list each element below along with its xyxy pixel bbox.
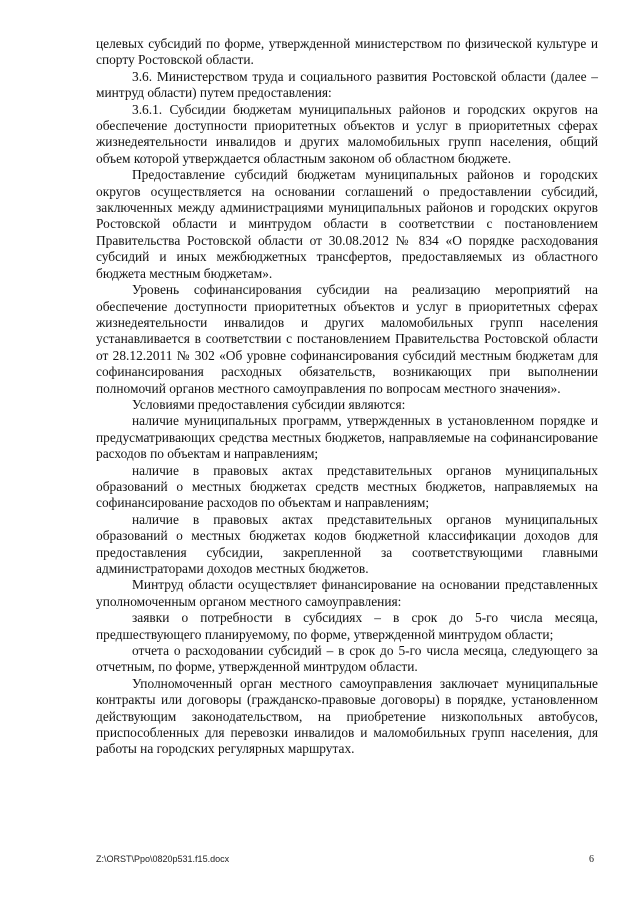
paragraph: отчета о расходовании субсидий – в срок до 5-го числа месяца, следующего за отчетным, по форме, утвержденной минтрудом области. [96,643,598,675]
paragraph: заявки о потребности в субсидиях – в срок до 5-го числа месяца, предшествующего планируемому, по форме, утвержденной минтрудом области; [96,610,598,642]
paragraph: наличие в правовых актах представительных органов муниципальных образований о местных бюджетах средств местных бюджетов, направляемых на софинансирование расходов по объектам и направлениям; [96,462,598,511]
paragraph: Уполномоченный орган местного самоуправления заключает муниципальные контракты или договоры (гражданско-правовые договоры) в порядке, установленном действующим законодательством, на приобретение низкопольных автобусов, приспособленных для перевозки инвалидов и маломобильных групп населения, для работы на городских регулярных маршрутах. [96,675,598,757]
paragraph: 3.6. Министерством труда и социального развития Ростовской области (далее – минтруд области) путем предоставления: [96,68,598,101]
paragraph: наличие муниципальных программ, утвержденных в установленном порядке и предусматривающих средства местных бюджетов, направляемые на софинансирование расходов по объектам и направлениям; [96,413,598,462]
paragraph: Предоставление субсидий бюджетам муниципальных районов и городских округов осуществляется на основании соглашений о предоставлении субсидий, заключенных между администрациями муниципальных районов и городских округов Ростовской области и минтрудом области в соответствии с постановлением Правительства Ростовской области от 30.08.2012 № 834 «О порядке расходования субсидий и иных межбюджетных трансфертов, предоставляемых из областного бюджета местным бюджетам». [96,167,598,281]
file-path: Z:\ORST\Ppo\0820p531.f15.docx [96,854,230,864]
document-body [96,36,598,758]
paragraph: целевых субсидий по форме, утвержденной министерством по физической культуре и спорту Ростовской области. [96,36,598,68]
paragraph: 3.6.1. Субсидии бюджетам муниципальных районов и городских округов на обеспечение доступности приоритетных объектов и услуг в приоритетных сферах жизнедеятельности инвалидов и других маломобильных групп населения, общий объем которой утверждается областным законом об областном бюджете. [96,101,598,166]
page-number: 6 [589,854,594,865]
paragraph: Уровень софинансирования субсидии на реализацию мероприятий на обеспечение доступности приоритетных объектов и услуг в приоритетных сферах жизнедеятельности инвалидов и других маломобильных групп населения устанавливается в соответствии с постановлением Правительства Ростовской области от 28.12.2011 № 302 «Об уровне софинансирования субсидий местным бюджетам для софинансирования расходных обязательств, возникающих при выполнении полномочий органов местного самоуправления по вопросам местного значения». [96,282,598,396]
paragraph: наличие в правовых актах представительных органов муниципальных образований о местных бюджетах кодов бюджетной классификации доходов для предоставления субсидии, закрепленной за соответствующими главными администраторами доходов местных бюджетов. [96,511,598,576]
page-footer [96,854,598,868]
paragraph: Минтруд области осуществляет финансирование на основании представленных уполномоченным органом местного самоуправления: [96,577,598,609]
paragraph: Условиями предоставления субсидии являются: [132,396,406,412]
